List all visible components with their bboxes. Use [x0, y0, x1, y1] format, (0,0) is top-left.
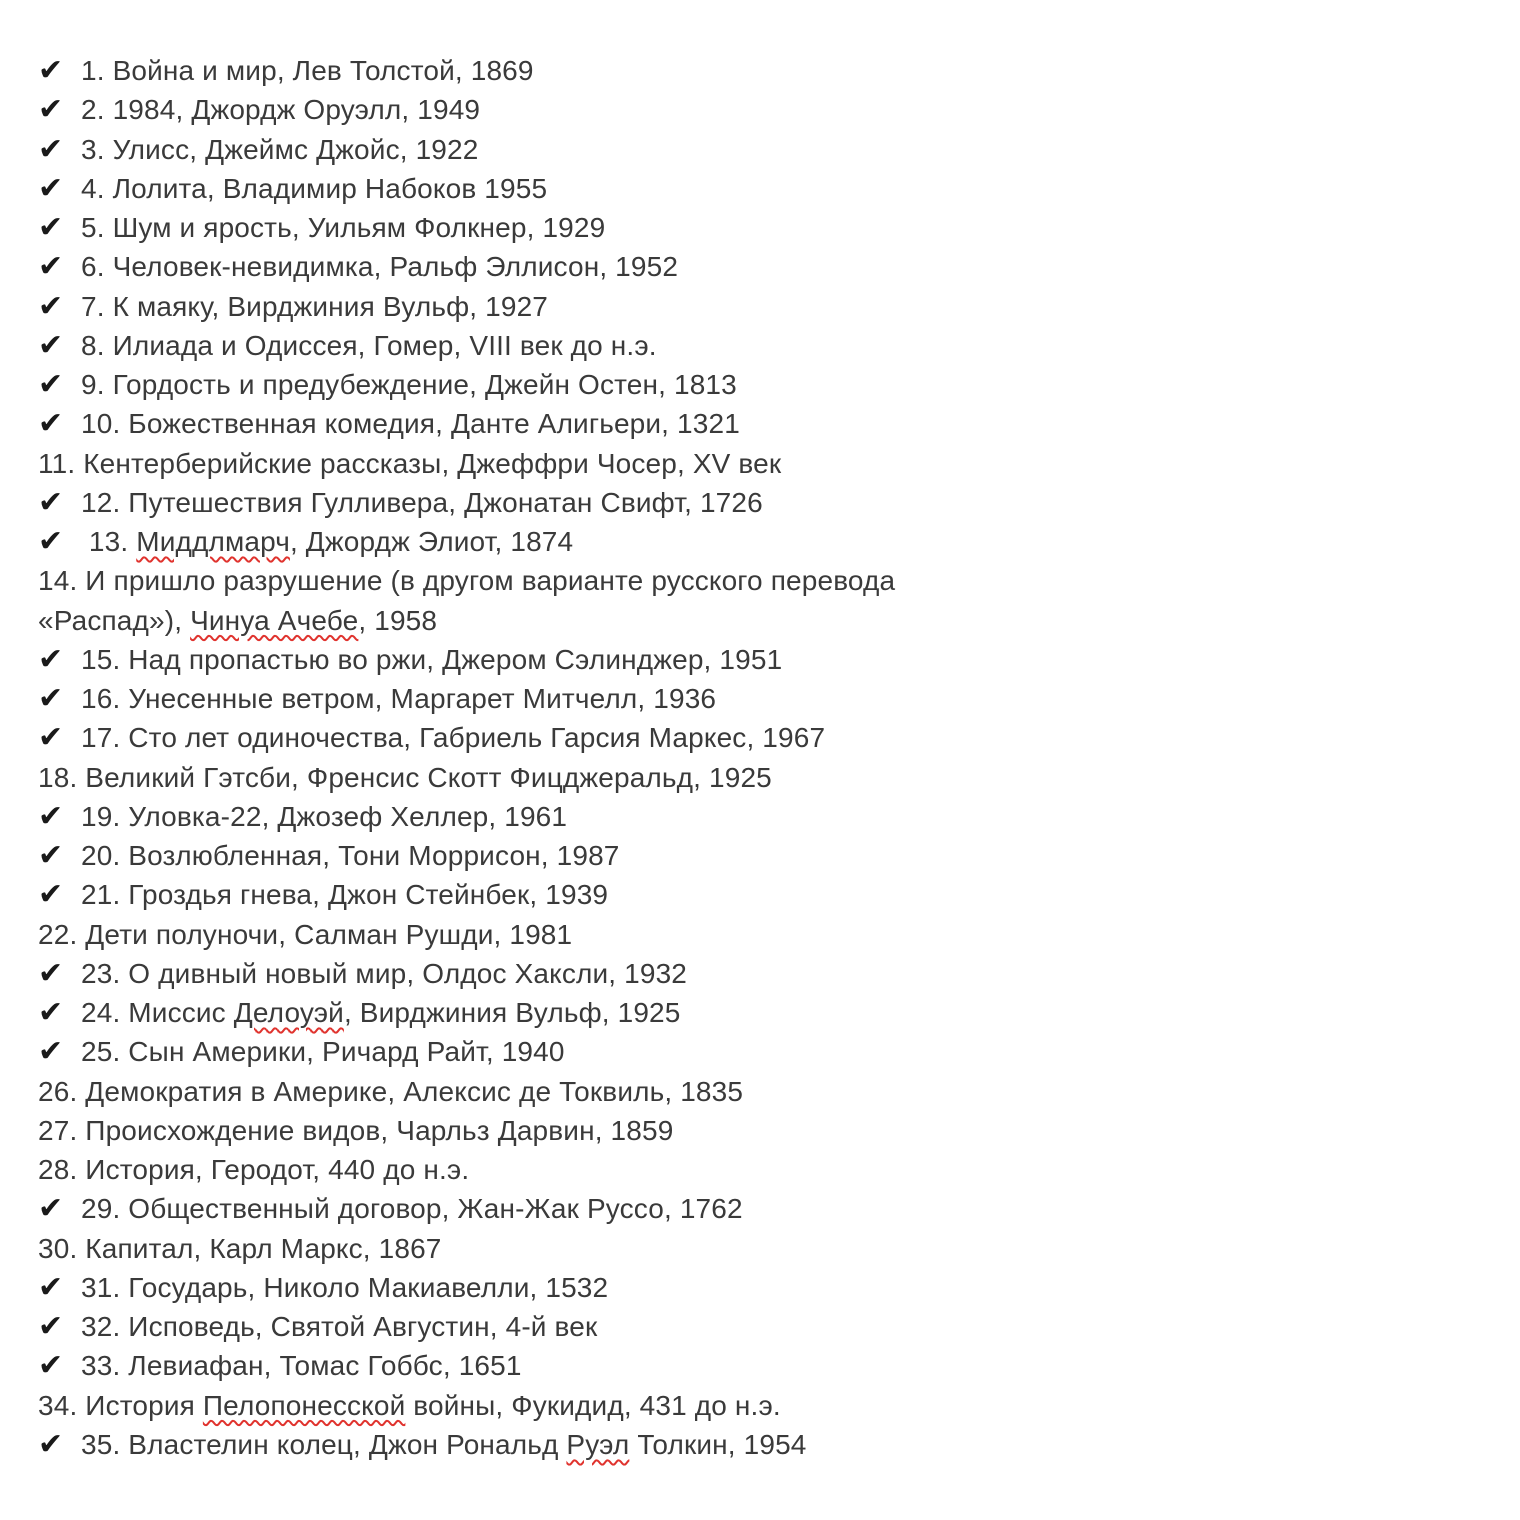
line-text: 4. Лолита, Владимир Набоков 1955 — [81, 172, 548, 204]
checkmark-icon: ✔ — [38, 131, 64, 167]
misspelled-word[interactable]: Делоуэй — [233, 997, 344, 1028]
line-text: 32. Исповедь, Святой Августин, 4-й век — [81, 1311, 598, 1342]
line-text: 25. Сын Америки, Ричард Райт, 1940 — [81, 1036, 565, 1068]
line-text: 9. Гордость и предубеждение, Джейн Остен, 1813 — [81, 369, 737, 400]
line-text: 5. Шум и ярость, Уильям Фолкнер, 1929 — [81, 212, 606, 243]
line-text: 13. — [81, 526, 137, 557]
line-text: «Распад»), — [38, 604, 191, 636]
checkmark-icon: ✔ — [38, 955, 64, 991]
line-text: 17. Сто лет одиночества, Габриель Гарсия Маркес, 1967 — [81, 722, 826, 754]
checked-list-line[interactable] — [38, 954, 1478, 993]
line-text: 29. Общественный договор, Жан-Жак Руссо, 1762 — [81, 1193, 743, 1225]
checkmark-icon: ✔ — [38, 720, 64, 756]
line-text: 28. История, Геродот, 440 до н.э. — [38, 1154, 470, 1185]
checked-list-line[interactable] — [38, 679, 1478, 718]
line-text: 20. Возлюбленная, Тони Моррисон, 1987 — [81, 840, 620, 871]
line-text: 24. Миссис — [81, 997, 234, 1028]
list-line[interactable] — [38, 1150, 1478, 1189]
checkmark-icon: ✔ — [38, 995, 64, 1030]
line-text: 33. Левиафан, Томас Гоббс, 1651 — [81, 1350, 522, 1382]
line-text: 3. Улисс, Джеймс Джойс, 1922 — [81, 133, 479, 165]
list-line[interactable] — [38, 561, 1478, 600]
checkmark-icon: ✔ — [38, 367, 64, 402]
line-text: войны, Фукидид, 431 до н.э. — [405, 1389, 781, 1421]
checked-list-line[interactable] — [38, 836, 1478, 875]
line-text: 35. Властелин колец, Джон Рональд — [81, 1428, 567, 1460]
line-text: 26. Демократия в Америке, Алексис де Токвиль, 1835 — [38, 1075, 744, 1107]
checked-list-line[interactable] — [38, 365, 1478, 404]
checked-list-line[interactable] — [38, 247, 1478, 286]
line-text: 2. 1984, Джордж Оруэлл, 1949 — [81, 94, 481, 126]
checkmark-icon: ✔ — [38, 641, 64, 677]
checked-list-line[interactable] — [38, 1346, 1478, 1385]
checkmark-icon: ✔ — [38, 1426, 64, 1462]
line-text: , Вирджиния Вульф, 1925 — [343, 997, 681, 1028]
misspelled-word[interactable]: Чинуа Ачебе — [190, 604, 359, 636]
checkmark-icon: ✔ — [38, 1191, 64, 1227]
checkmark-icon: ✔ — [38, 1309, 64, 1344]
line-text: 18. Великий Гэтсби, Френсис Скотт Фицджеральд, 1925 — [38, 761, 772, 793]
line-text: 16. Унесенные ветром, Маргарет Митчелл, 1936 — [81, 683, 717, 714]
line-text: , 1958 — [358, 604, 438, 636]
checked-list-line[interactable] — [38, 797, 1478, 836]
checkmark-icon: ✔ — [38, 406, 64, 442]
checkmark-icon: ✔ — [38, 524, 64, 559]
line-text: 15. Над пропастью во ржи, Джером Сэлинджер, 1951 — [81, 643, 783, 675]
checked-list-line[interactable] — [38, 1189, 1478, 1228]
checked-list-line[interactable] — [38, 404, 1478, 443]
line-text: 31. Государь, Николо Макиавелли, 1532 — [81, 1271, 609, 1303]
line-text: 8. Илиада и Одиссея, Гомер, VIII век до н.э. — [81, 329, 657, 361]
line-text: 14. И пришло разрушение (в другом варианте русского перевода — [38, 565, 896, 597]
misspelled-word[interactable]: Миддлмарч — [136, 526, 290, 557]
checked-list-line[interactable] — [38, 993, 1478, 1032]
list-line[interactable] — [38, 1229, 1478, 1268]
checkmark-icon: ✔ — [38, 1348, 64, 1384]
checked-list-line[interactable] — [38, 875, 1478, 914]
misspelled-word[interactable]: Руэл — [566, 1428, 630, 1460]
line-text: 21. Гроздья гнева, Джон Стейнбек, 1939 — [81, 879, 609, 911]
line-text: Толкин, 1954 — [629, 1428, 807, 1460]
checked-list-line[interactable] — [38, 208, 1478, 247]
checked-list-line[interactable] — [38, 1032, 1478, 1071]
line-text: , Джордж Элиот, 1874 — [289, 526, 574, 557]
line-text: 10. Божественная комедия, Данте Алигьери, 1321 — [81, 408, 740, 440]
checkmark-icon: ✔ — [38, 170, 64, 206]
misspelled-word[interactable]: Пелопонесской — [202, 1389, 406, 1421]
line-text: 12. Путешествия Гулливера, Джонатан Свифт, 1726 — [81, 486, 763, 518]
checked-list-line[interactable] — [38, 718, 1478, 757]
checked-list-line[interactable] — [38, 1425, 1478, 1464]
checkmark-icon: ✔ — [38, 327, 64, 363]
checkmark-icon: ✔ — [38, 249, 64, 285]
list-line[interactable] — [38, 1072, 1478, 1111]
checked-list-line[interactable] — [38, 1268, 1478, 1307]
checkmark-icon: ✔ — [38, 877, 64, 913]
checkmark-icon: ✔ — [38, 288, 64, 324]
checked-list-line[interactable] — [38, 169, 1478, 208]
line-text: 34. История — [38, 1389, 203, 1421]
checkmark-icon: ✔ — [38, 1034, 64, 1070]
checked-list-line[interactable] — [38, 640, 1478, 679]
line-text: 7. К маяку, Вирджиния Вульф, 1927 — [81, 290, 549, 322]
checkmark-icon: ✔ — [38, 798, 64, 834]
checkmark-icon: ✔ — [38, 484, 64, 520]
line-text: 23. О дивный новый мир, Олдос Хаксли, 1932 — [81, 957, 688, 989]
line-text: 27. Происхождение видов, Чарльз Дарвин, 1859 — [38, 1114, 674, 1146]
list-line[interactable] — [38, 444, 1478, 483]
line-text: 6. Человек-невидимка, Ральф Эллисон, 1952 — [81, 251, 679, 283]
checkmark-icon: ✔ — [38, 681, 64, 716]
checked-list-line[interactable] — [38, 51, 1478, 90]
line-text: 30. Капитал, Карл Маркс, 1867 — [38, 1232, 442, 1264]
checked-list-line[interactable] — [38, 90, 1478, 129]
line-text: 11. Кентерберийские рассказы, Джеффри Чосер, XV век — [38, 447, 782, 479]
checkmark-icon: ✔ — [38, 838, 64, 873]
list-line[interactable] — [38, 758, 1478, 797]
checkmark-icon: ✔ — [38, 92, 64, 128]
list-line[interactable] — [38, 1111, 1478, 1150]
checked-list-line[interactable] — [38, 1307, 1478, 1346]
line-text: 1. Война и мир, Лев Толстой, 1869 — [81, 55, 534, 86]
line-text: 19. Уловка-22, Джозеф Хеллер, 1961 — [81, 800, 568, 832]
checkmark-icon: ✔ — [38, 53, 64, 88]
checkmark-icon: ✔ — [38, 210, 64, 245]
book-list-document[interactable] — [38, 51, 1478, 1464]
checked-list-line[interactable] — [38, 483, 1478, 522]
list-line[interactable] — [38, 1386, 1478, 1425]
list-line[interactable] — [38, 601, 1478, 640]
checked-list-line[interactable] — [38, 522, 1478, 561]
line-text: 22. Дети полуночи, Салман Рушди, 1981 — [38, 918, 573, 950]
checked-list-line[interactable] — [38, 130, 1478, 169]
checkmark-icon: ✔ — [38, 1269, 64, 1305]
checked-list-line[interactable] — [38, 326, 1478, 365]
checked-list-line[interactable] — [38, 287, 1478, 326]
list-line[interactable] — [38, 915, 1478, 954]
